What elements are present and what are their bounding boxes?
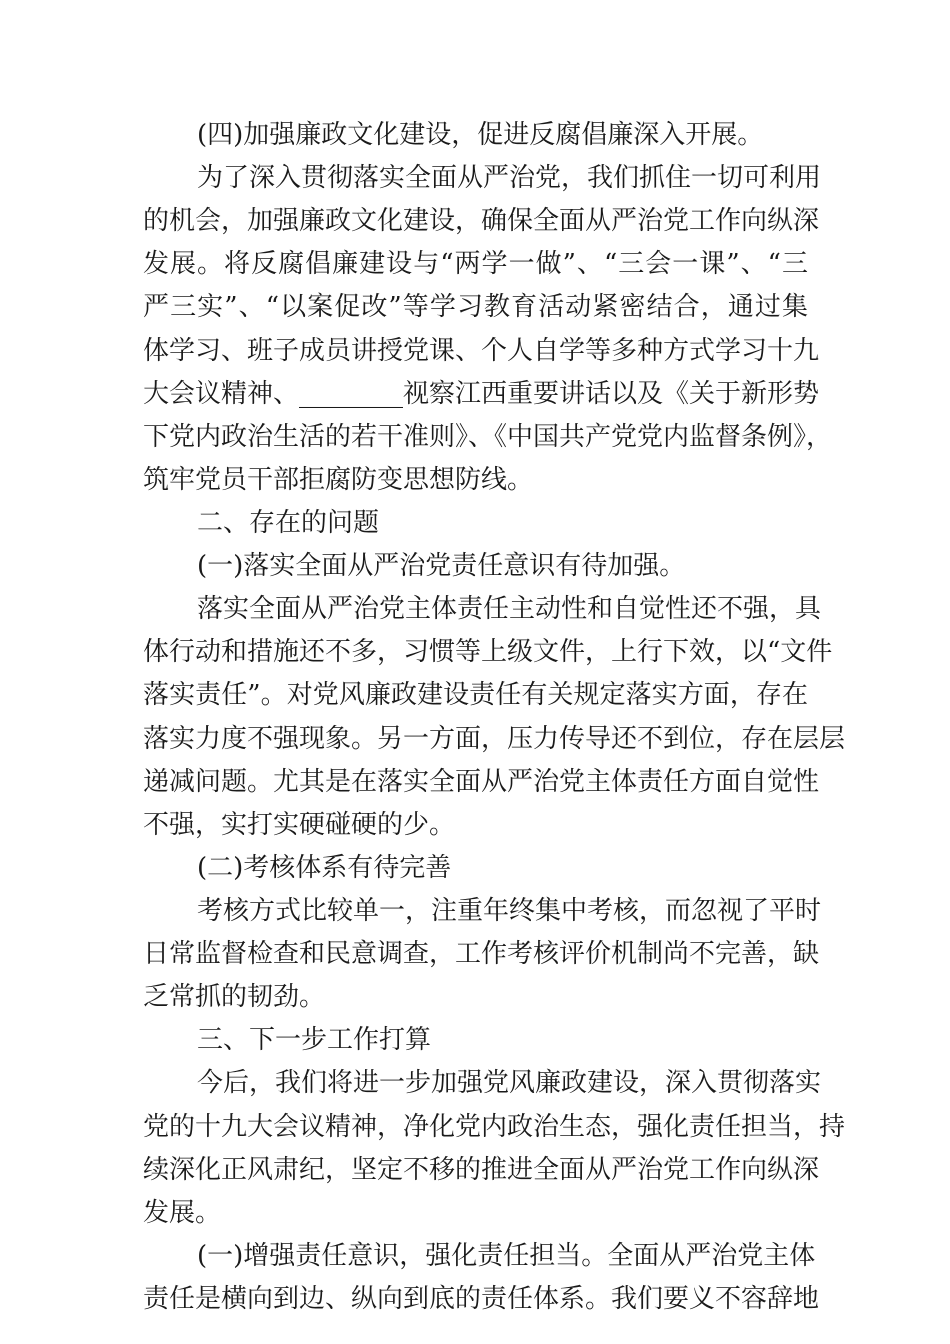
paragraph-line: 发展。: [143, 1198, 222, 1228]
paragraph-line: 发展。将反腐倡廉建设与“两学一做”、“三会一课”、“三: [143, 249, 808, 279]
paragraph-line: 的机会，加强廉政文化建设，确保全面从严治党工作向纵深: [143, 206, 820, 236]
subsection-heading-paragraph: (一)增强责任意识，强化责任担当。全面从严治党主体: [197, 1241, 816, 1271]
subsection-heading-2: (二)考核体系有待完善: [197, 853, 452, 883]
paragraph-line: 不强，实打实硬碰硬的少。: [143, 810, 456, 840]
paragraph-line: 今后，我们将进一步加强党风廉政建设，深入贯彻落实: [197, 1068, 822, 1098]
paragraph-line: 大会议精神、________视察江西重要讲话以及《关于新形势: [143, 379, 820, 409]
paragraph-line: 落实力度不强现象。另一方面，压力传导还不到位，存在层层: [143, 724, 846, 754]
paragraph-line: 下党内政治生活的若干准则》、《中国共产党党内监督条例》，: [143, 422, 833, 452]
paragraph-line: 体学习、班子成员讲授党课、个人自学等多种方式学习十九: [143, 336, 820, 366]
paragraph-line: 考核方式比较单一，注重年终集中考核，而忽视了平时: [197, 896, 822, 926]
section-heading-2: 二、存在的问题: [197, 508, 380, 538]
paragraph-line: 续深化正风肃纪，坚定不移的推进全面从严治党工作向纵深: [143, 1155, 820, 1185]
paragraph-line: 筑牢党员干部拒腐防变思想防线。: [143, 465, 534, 495]
section-heading-3: 三、下一步工作打算: [197, 1025, 432, 1055]
paragraph-line: 为了深入贯彻落实全面从严治党，我们抓住一切可利用: [197, 163, 822, 193]
paragraph-line: 体行动和措施还不多，习惯等上级文件，上行下效，以“文件: [143, 637, 833, 667]
paragraph-line: 落实责任”。对党风廉政建设责任有关规定落实方面，存在: [143, 680, 808, 710]
subsection-heading-1: (一)落实全面从严治党责任意识有待加强。: [197, 551, 686, 581]
paragraph-line: 落实全面从严治党主体责任主动性和自觉性还不强，具: [197, 594, 822, 624]
section-heading-4: (四)加强廉政文化建设，促进反腐倡廉深入开展。: [197, 120, 764, 150]
paragraph-line: 严三实”、“以案促改”等学习教育活动紧密结合，通过集: [143, 292, 808, 322]
paragraph-line: 责任是横向到边、纵向到底的责任体系。我们要义不容辞地: [143, 1284, 820, 1314]
paragraph-line: 日常监督检查和民意调查，工作考核评价机制尚不完善，缺: [143, 939, 820, 969]
paragraph-line: 递减问题。尤其是在落实全面从严治党主体责任方面自觉性: [143, 767, 820, 797]
paragraph-line: 乏常抓的韧劲。: [143, 982, 326, 1012]
paragraph-line: 党的十九大会议精神，净化党内政治生态，强化责任担当，持: [143, 1112, 846, 1142]
